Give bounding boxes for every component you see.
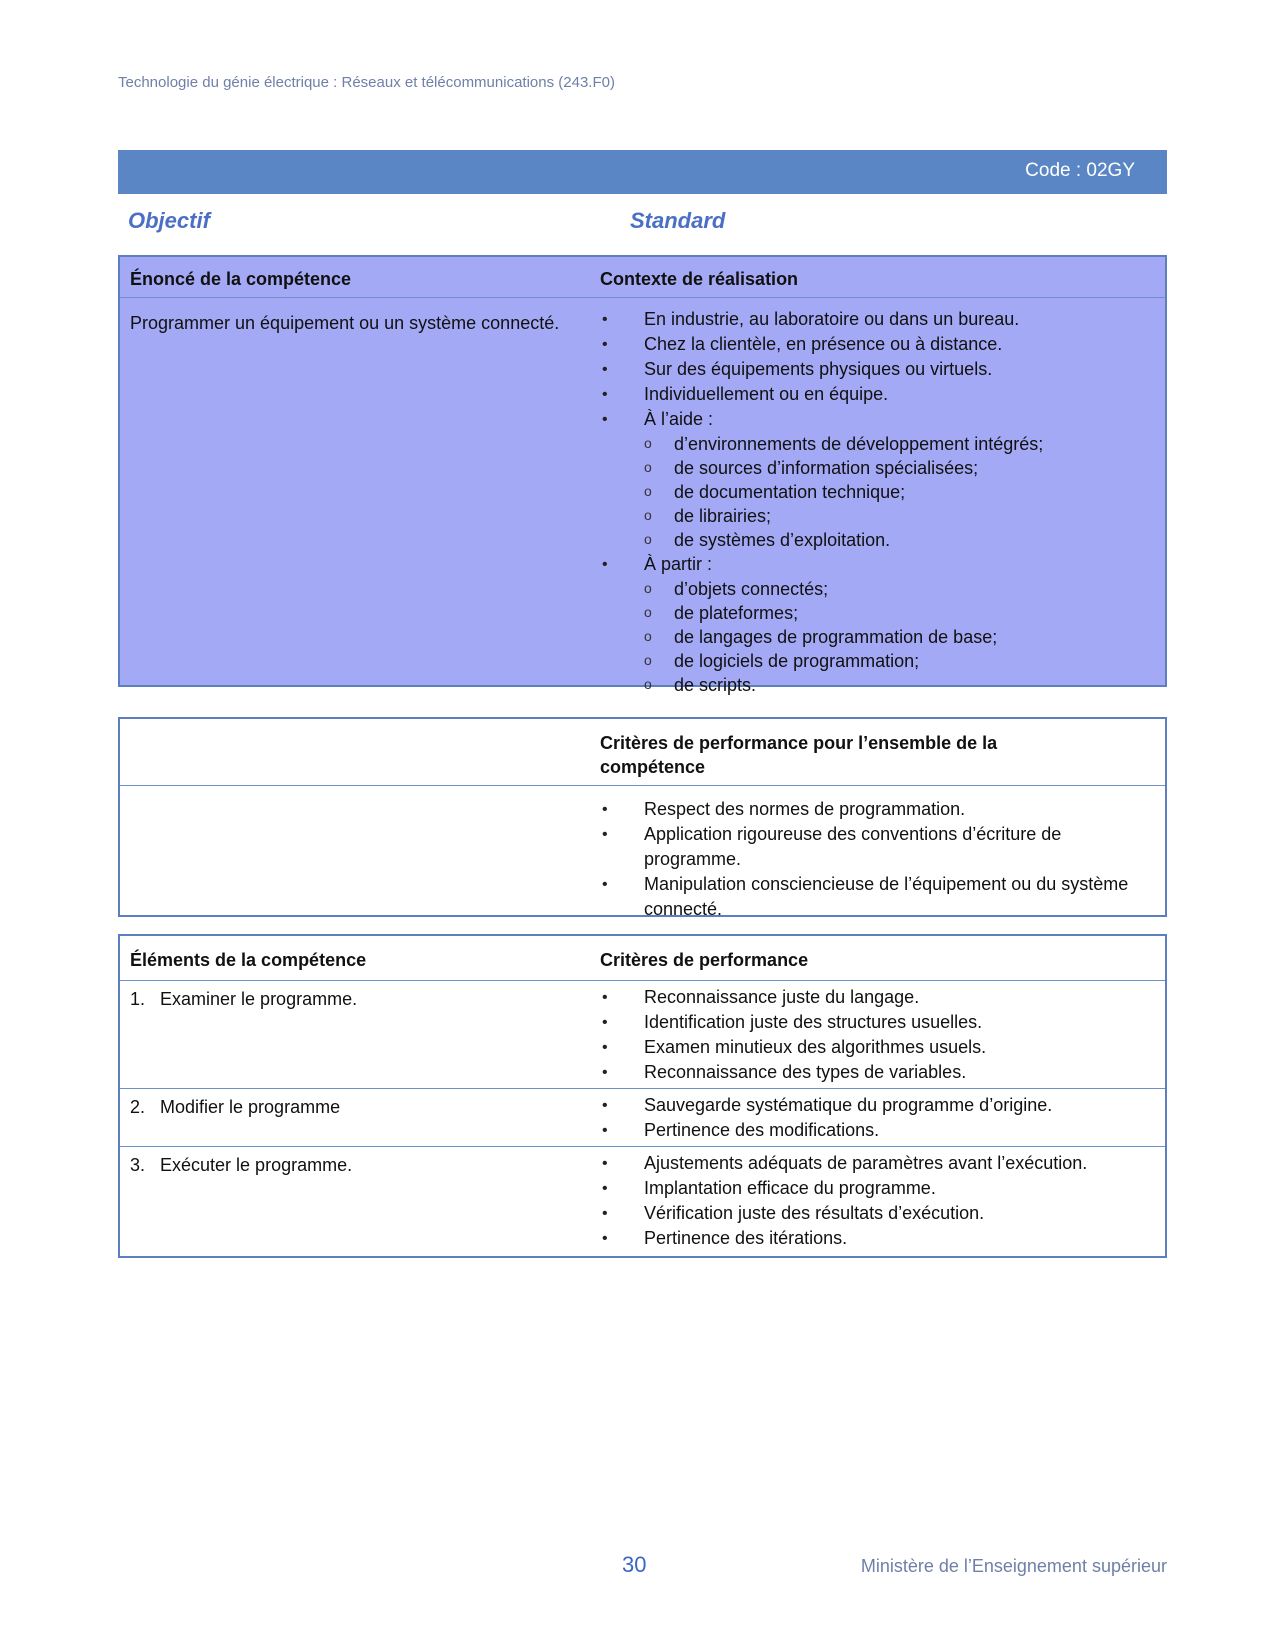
page-number: 30 — [622, 1552, 647, 1577]
partir-subitem: o d’objets connectés; — [644, 577, 1160, 601]
partir-subitem: o de langages de programmation de base; — [644, 625, 1160, 649]
element-row — [120, 1089, 1165, 1147]
statement-context-table — [118, 255, 1167, 695]
context-list — [600, 307, 1160, 697]
criterion: • Pertinence des itérations. — [600, 1226, 1160, 1251]
criterion: • Identification juste des structures usuelles. — [600, 1010, 1160, 1035]
criterion: • Implantation efficace du programme. — [600, 1176, 1160, 1201]
criterion: • Sauvegarde systématique du programme d’origine. — [600, 1093, 1160, 1118]
overall-criteria-heading: Critères de performance pour l’ensemble de la compétence — [600, 733, 998, 777]
overall-criterion: • Manipulation consciencieuse de l’équipement ou du système connecté. — [600, 872, 1160, 922]
criterion: • Pertinence des modifications. — [600, 1118, 1160, 1143]
element-label: 2. Modifier le programme — [130, 1097, 341, 1117]
criterion: • Ajustements adéquats de paramètres avant l’exécution. — [600, 1151, 1160, 1176]
element-label: 1. Examiner le programme. — [130, 989, 358, 1009]
statement-text: Programmer un équipement ou un système connecté. — [130, 313, 560, 333]
criterion: • Reconnaissance des types de variables. — [600, 1060, 1160, 1085]
aide-sublist — [644, 432, 1160, 552]
context-heading: Contexte de réalisation — [600, 269, 799, 289]
partir-subitem: o de plateformes; — [644, 601, 1160, 625]
objective-label: Objectif — [128, 208, 210, 233]
partir-subitem: o de logiciels de programmation; — [644, 649, 1160, 673]
aide-subitem: o de librairies; — [644, 504, 1160, 528]
standard-label: Standard — [630, 208, 726, 233]
code-banner — [118, 150, 1167, 194]
elements-heading: Éléments de la compétence — [130, 950, 367, 970]
overall-criteria-header — [120, 719, 1165, 786]
element-row — [120, 981, 1165, 1089]
overall-criteria-list — [600, 797, 1160, 922]
criterion: • Reconnaissance juste du langage. — [600, 985, 1160, 1010]
aide-subitem: o de systèmes d’exploitation. — [644, 528, 1160, 552]
aide-subitem: o de documentation technique; — [644, 480, 1160, 504]
program-title: Technologie du génie électrique : Réseaux et télécommunications (243.F0) — [118, 74, 615, 91]
ministry-name: Ministère de l’Enseignement supérieur — [860, 1556, 1167, 1576]
element-criteria — [600, 985, 1160, 1085]
statement-heading: Énoncé de la compétence — [130, 269, 352, 289]
context-item-aide — [600, 407, 1160, 552]
overall-criteria-table — [118, 717, 1167, 917]
elements-header — [120, 936, 1165, 981]
competency-code: Code : 02GY — [1025, 160, 1135, 181]
overall-criterion: • Respect des normes de programmation. — [600, 797, 1160, 822]
partir-subitem: o de scripts. — [644, 673, 1160, 697]
aide-label: À l’aide : — [644, 409, 714, 429]
element-label: 3. Exécuter le programme. — [130, 1155, 353, 1175]
overall-criterion: • Application rigoureuse des conventions d’écriture de programme. — [600, 822, 1160, 872]
aide-subitem: o de sources d’information spécialisées; — [644, 456, 1160, 480]
objective-standard-row — [118, 208, 1167, 242]
context-item: • Chez la clientèle, en présence ou à distance. — [600, 332, 1160, 357]
context-item: • En industrie, au laboratoire ou dans un bureau. — [600, 307, 1160, 332]
element-criteria — [600, 1093, 1160, 1143]
partir-sublist — [644, 577, 1160, 697]
criterion: • Examen minutieux des algorithmes usuels. — [600, 1035, 1160, 1060]
elements-table — [118, 934, 1167, 1258]
criterion: • Vérification juste des résultats d’exécution. — [600, 1201, 1160, 1226]
aide-subitem: o d’environnements de développement intégrés; — [644, 432, 1160, 456]
context-item: • Sur des équipements physiques ou virtuels. — [600, 357, 1160, 382]
element-row — [120, 1147, 1165, 1255]
partir-label: À partir : — [644, 554, 713, 574]
element-criteria — [600, 1151, 1160, 1251]
context-item-partir — [600, 552, 1160, 697]
statement-context-header — [120, 257, 1165, 298]
context-item: • Individuellement ou en équipe. — [600, 382, 1160, 407]
criteria-heading: Critères de performance — [600, 950, 809, 970]
